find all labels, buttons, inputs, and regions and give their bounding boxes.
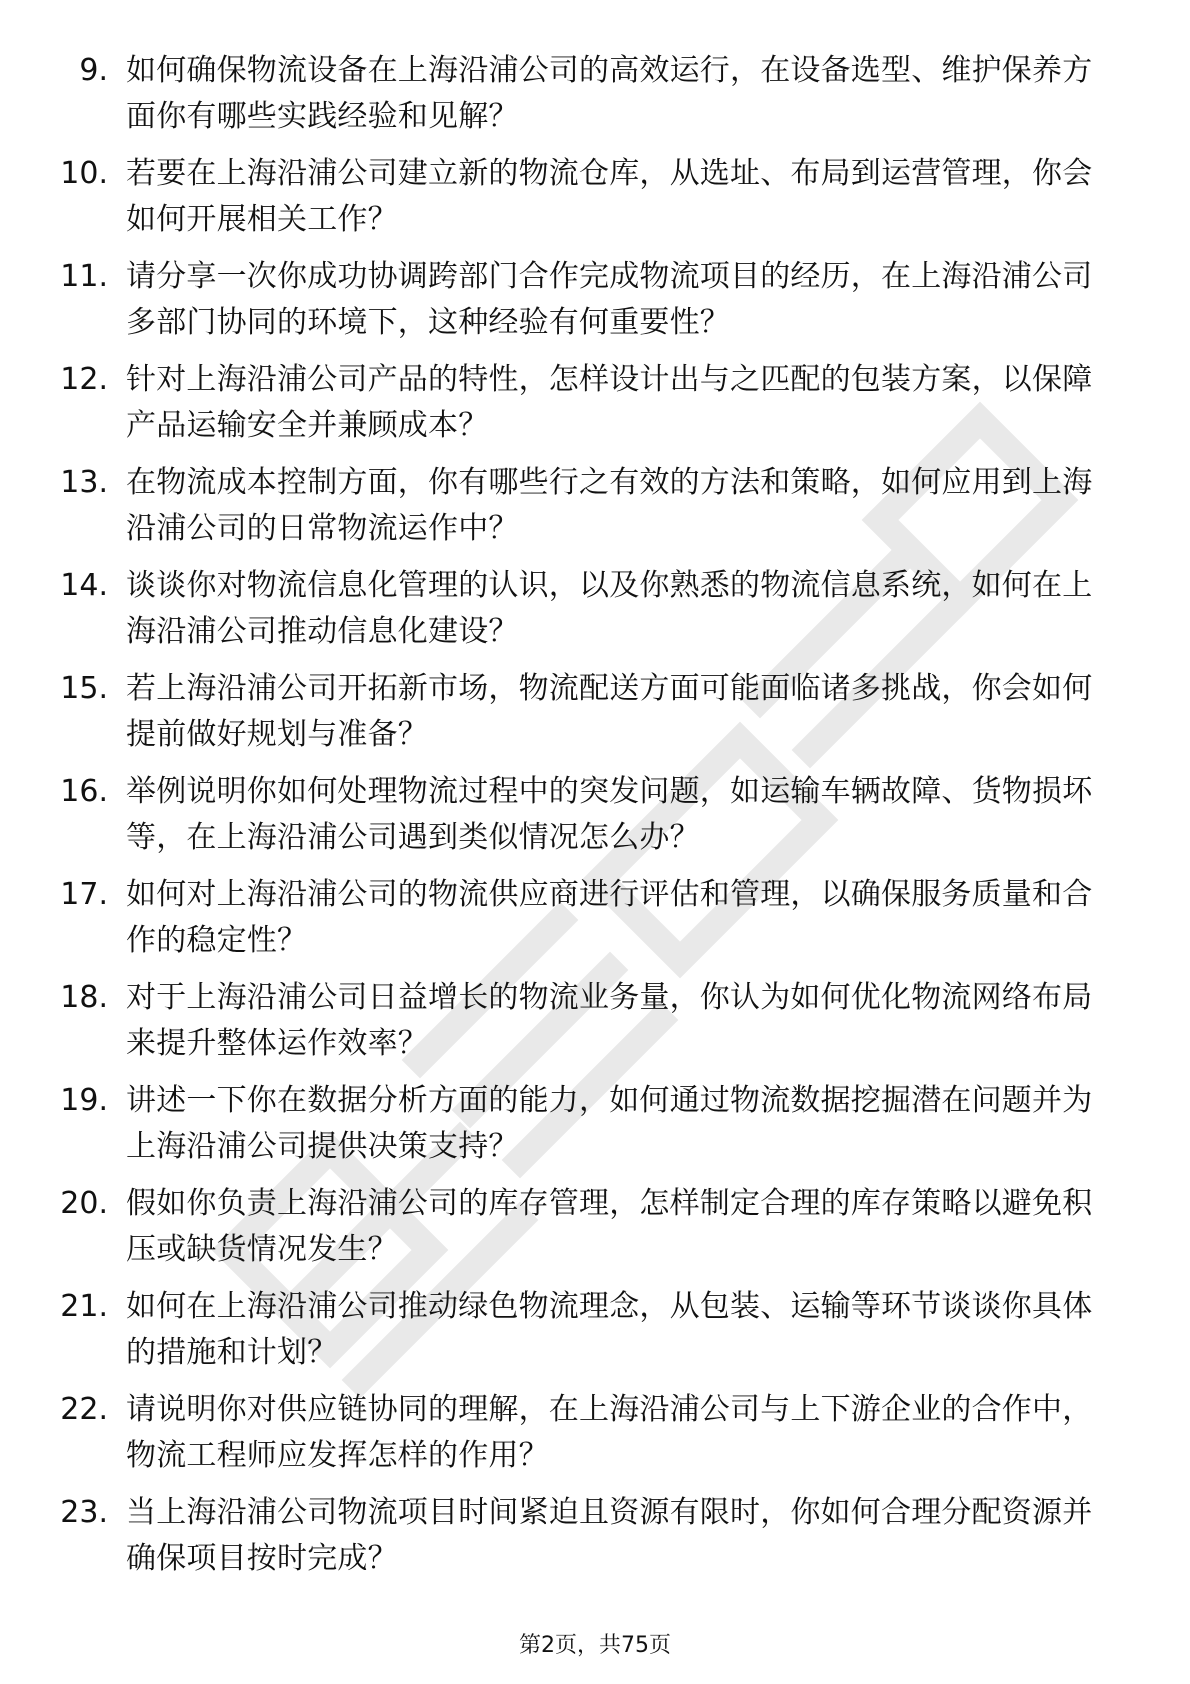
question-number: 18. [60,980,108,1015]
question-text: 如何对上海沿浦公司的物流供应商进行评估和管理，以确保服务质量和合作的稳定性？ [126,877,1093,958]
question-number: 9. [79,53,108,88]
question-number: 13. [60,465,108,500]
question-number: 15. [60,671,108,706]
question-number: 23. [60,1495,108,1530]
question-item [0,769,1190,872]
question-text: 谈谈你对物流信息化管理的认识，以及你熟悉的物流信息系统，如何在上海沿浦公司推动信息化建设？ [126,568,1093,649]
question-text: 针对上海沿浦公司产品的特性，怎样设计出与之匹配的包装方案，以保障产品运输安全并兼顾成本？ [126,362,1093,443]
question-text: 若上海沿浦公司开拓新市场，物流配送方面可能面临诸多挑战，你会如何提前做好规划与准备？ [126,671,1093,752]
question-text: 请说明你对供应链协同的理解，在上海沿浦公司与上下游企业的合作中，物流工程师应发挥怎样的作用？ [126,1392,1093,1473]
question-number: 11. [60,259,108,294]
question-number: 17. [60,877,108,912]
question-text: 对于上海沿浦公司日益增长的物流业务量，你认为如何优化物流网络布局来提升整体运作效率？ [126,980,1093,1061]
question-text: 当上海沿浦公司物流项目时间紧迫且资源有限时，你如何合理分配资源并确保项目按时完成？ [126,1495,1093,1576]
question-number: 14. [60,568,108,603]
question-item [0,563,1190,666]
question-text: 如何确保物流设备在上海沿浦公司的高效运行，在设备选型、维护保养方面你有哪些实践经验和见解？ [126,53,1093,134]
question-number: 21. [60,1289,108,1324]
question-text: 如何在上海沿浦公司推动绿色物流理念，从包装、运输等环节谈谈你具体的措施和计划？ [126,1289,1093,1370]
question-number: 20. [60,1186,108,1221]
page-number: 第2页，共75页 [519,1633,671,1658]
question-item [0,666,1190,769]
question-text: 举例说明你如何处理物流过程中的突发问题，如运输车辆故障、货物损坏等，在上海沿浦公司遇到类似情况怎么办？ [126,774,1093,855]
question-item [0,872,1190,975]
question-item [0,460,1190,563]
question-text: 在物流成本控制方面，你有哪些行之有效的方法和策略，如何应用到上海沿浦公司的日常物流运作中？ [126,465,1093,546]
question-item [0,357,1190,460]
question-number: 12. [60,362,108,397]
question-number: 19. [60,1083,108,1118]
question-item [0,254,1190,357]
question-text: 讲述一下你在数据分析方面的能力，如何通过物流数据挖掘潜在问题并为上海沿浦公司提供决策支持？ [126,1083,1093,1164]
question-item [0,48,1190,151]
question-number: 10. [60,156,108,191]
question-list [0,48,1190,1593]
question-text: 假如你负责上海沿浦公司的库存管理，怎样制定合理的库存策略以避免积压或缺货情况发生？ [126,1186,1093,1267]
question-text: 若要在上海沿浦公司建立新的物流仓库，从选址、布局到运营管理，你会如何开展相关工作？ [126,156,1093,237]
question-item [0,151,1190,254]
question-text: 请分享一次你成功协调跨部门合作完成物流项目的经历，在上海沿浦公司多部门协同的环境下，这种经验有何重要性？ [126,259,1093,340]
question-number: 22. [60,1392,108,1427]
question-item [0,975,1190,1078]
question-item [0,1490,1190,1593]
question-item [0,1387,1190,1490]
question-number: 16. [60,774,108,809]
question-item [0,1181,1190,1284]
question-item [0,1078,1190,1181]
question-item [0,1284,1190,1387]
